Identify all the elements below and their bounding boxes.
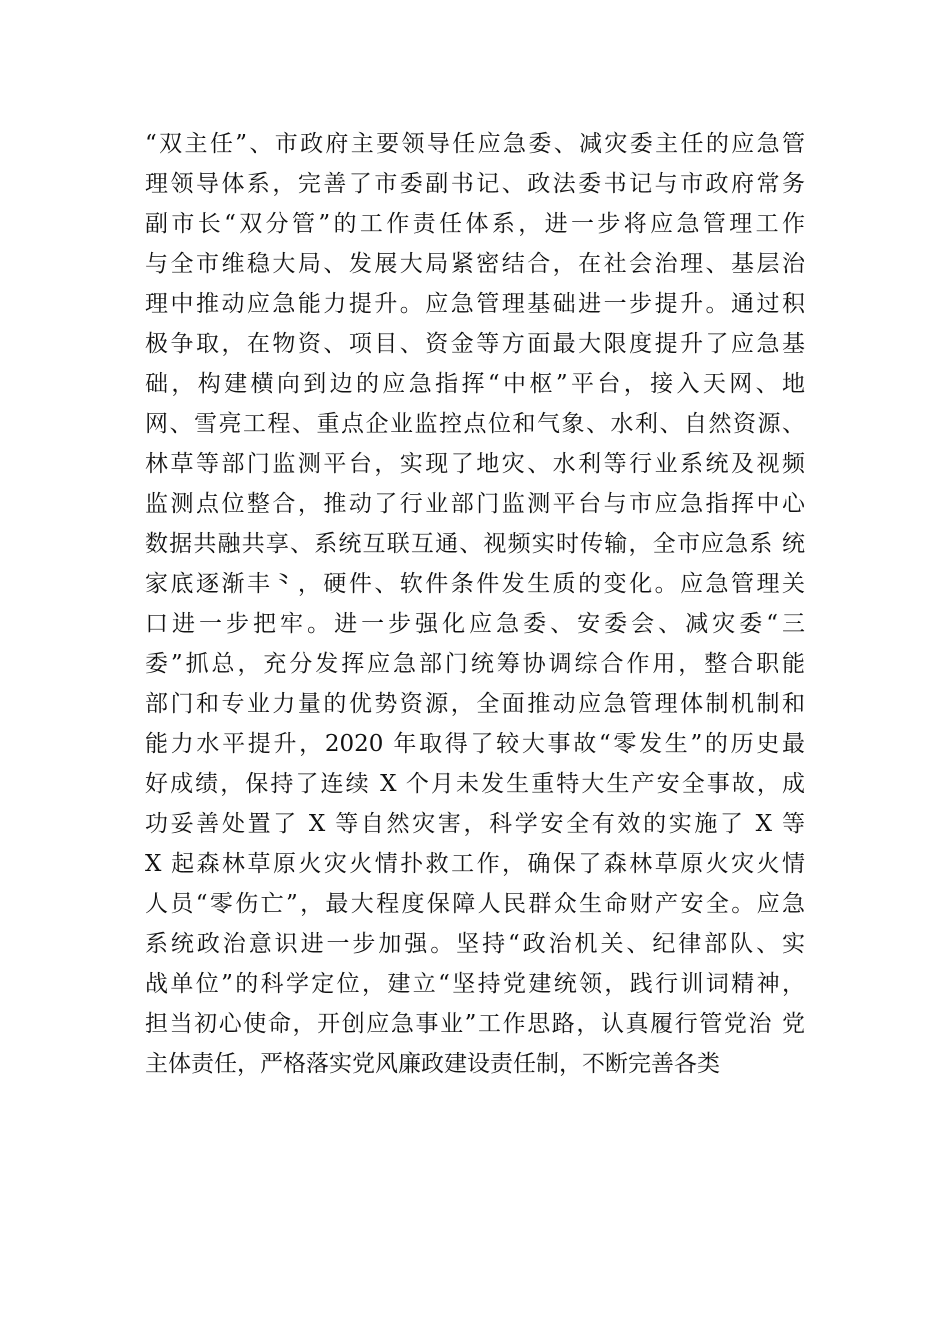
text-line-6: 极争取，在物资、项目、资金等方面最大限度提升了应急基 xyxy=(145,331,805,357)
text-line-23: 担当初心使命，开创应急事业”工作思路，认真履行管党治 党 xyxy=(145,1011,805,1037)
text-line-4: 与全市维稳大局、发展大局紧密结合，在社会治理、基层治 xyxy=(145,251,805,277)
text-line-17: 好成绩，保持了连续 X 个月未发生重特大生产安全事故，成 xyxy=(145,771,805,797)
text-line-22: 战单位”的科学定位，建立“坚持党建统领，践行训词精神， xyxy=(145,971,805,997)
text-line-14: 委”抓总，充分发挥应急部门统筹协调综合作用，整合职能 xyxy=(145,651,805,677)
text-line-12: 家底逐渐丰⺀，硬件、软件条件发生质的变化。应急管理关 xyxy=(145,571,805,597)
body-paragraph xyxy=(145,124,805,1084)
text-line-18: 功妥善处置了 X 等自然灾害，科学安全有效的实施了 X 等 xyxy=(145,811,805,837)
text-line-21: 系统政治意识进一步加强。坚持“政治机关、纪律部队、实 xyxy=(145,931,805,957)
text-line-8: 网、雪亮工程、重点企业监控点位和气象、水利、自然资源、 xyxy=(145,411,805,437)
text-line-19: X 起森林草原火灾火情扑救工作，确保了森林草原火灾火情 xyxy=(145,851,805,877)
text-line-1: “双主任”、市政府主要领导任应急委、减灾委主任的应急管 xyxy=(145,131,805,157)
text-line-16: 能力水平提升，2020 年取得了较大事故“零发生”的历史最 xyxy=(145,731,805,757)
text-line-10: 监测点位整合，推动了行业部门监测平台与市应急指挥中心 xyxy=(145,491,805,517)
text-line-5: 理中推动应急能力提升。应急管理基础进一步提升。通过积 xyxy=(145,291,805,317)
text-line-9: 林草等部门监测平台，实现了地灾、水利等行业系统及视频 xyxy=(145,451,805,477)
text-line-15: 部门和专业力量的优势资源，全面推动应急管理体制机制和 xyxy=(145,691,805,717)
text-line-3: 副市长“双分管”的工作责任体系，进一步将应急管理工作 xyxy=(145,211,805,237)
text-line-7: 础，构建横向到边的应急指挥“中枢”平台，接入天网、地 xyxy=(145,371,805,397)
text-line-11: 数据共融共享、系统互联互通、视频实时传输，全市应急系 统 xyxy=(145,531,805,557)
text-line-13: 口进一步把牢。进一步强化应急委、安委会、减灾委“三 xyxy=(145,611,805,637)
text-line-2: 理领导体系，完善了市委副书记、政法委书记与市政府常务 xyxy=(145,171,805,197)
text-line-24: 主体责任，严格落实党风廉政建设责任制，不断完善各类 xyxy=(145,1051,720,1077)
text-line-20: 人员“零伤亡”，最大程度保障人民群众生命财产安全。应急 xyxy=(145,891,805,917)
